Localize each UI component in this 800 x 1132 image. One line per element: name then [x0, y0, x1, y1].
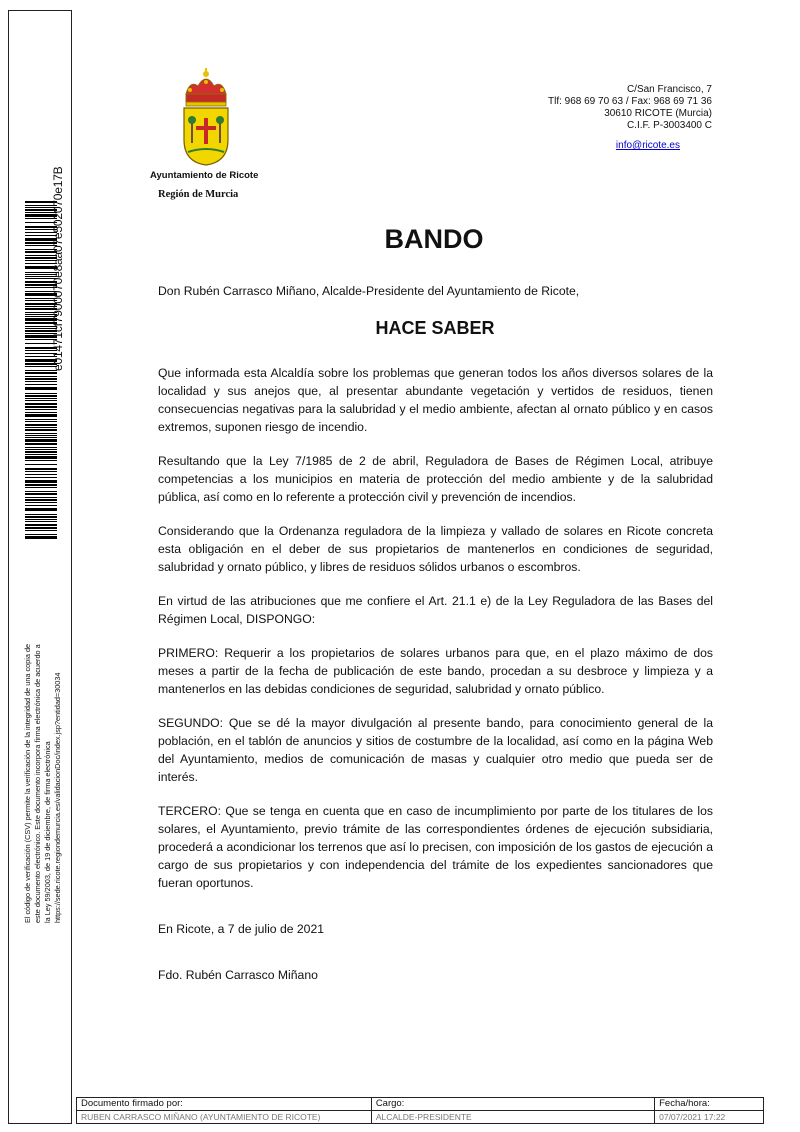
- barcode-bar: [25, 384, 57, 385]
- barcode-bar: [25, 403, 57, 405]
- region-name: Región de Murcia: [158, 189, 239, 200]
- contact-info: [520, 84, 712, 152]
- legal-line: El código de verificación (CSV) permite la verificación de la integridad de una copia de: [23, 643, 32, 923]
- barcode-bar: [25, 491, 57, 492]
- barcode-bar: [25, 395, 57, 397]
- signature-table: [76, 1097, 764, 1124]
- signature-table-row: [77, 1111, 764, 1124]
- barcode-bar: [25, 429, 57, 431]
- barcode-bar: [25, 516, 57, 518]
- barcode-bar: [25, 464, 57, 465]
- position-header: Cargo:: [371, 1098, 654, 1111]
- barcode-bar: [25, 527, 57, 529]
- paragraph: En virtud de las atribuciones que me confiere el Art. 21.1 e) de la Ley Reguladora de las Bases del Régimen Local, DISPONGO:: [158, 594, 713, 626]
- barcode-bar: [25, 519, 57, 520]
- legal-line: este documento electrónico. Este documento incorpora firma electrónica de acuerdo a: [33, 644, 42, 923]
- email-link[interactable]: info@ricote.es: [615, 140, 680, 151]
- barcode-bar: [25, 398, 57, 399]
- cif-line: C.I.F. P-3003400 C: [626, 120, 712, 131]
- signature-table-header: [77, 1098, 764, 1111]
- coat-of-arms-icon: [180, 68, 232, 166]
- barcode-bar: [25, 493, 57, 495]
- barcode-bar: [25, 454, 57, 455]
- barcode-bar: [25, 419, 57, 420]
- barcode-bar: [25, 376, 57, 377]
- barcode-bar: [25, 435, 57, 436]
- barcode-bar: [25, 378, 57, 380]
- csv-code: e01471cf7900070e8aa07e502070e17B: [51, 166, 65, 371]
- barcode-bar: [25, 487, 57, 488]
- barcode-bar: [25, 406, 57, 408]
- municipal-logo: [150, 68, 260, 200]
- document-body: [158, 364, 713, 1000]
- barcode-bar: [25, 474, 57, 475]
- barcode-bar: [25, 484, 57, 486]
- datetime-value: 07/07/2021 17:22: [655, 1111, 764, 1124]
- barcode-bar: [25, 468, 57, 470]
- barcode-bar: [25, 514, 57, 515]
- paragraph: Que informada esta Alcaldía sobre los problemas que generan todos los años diversos solares de la localidad y sus anejos que, al presentar abundante vegetación y vertidos de residuos, tienen consecuencias negativas para la salubridad y el medio ambiente, afectan al ornato público y en casos extremos, suponen riesgo de incendio.: [158, 366, 713, 434]
- barcode-bar: [25, 456, 57, 459]
- barcode-bar: [25, 400, 57, 401]
- barcode-bar: [25, 443, 57, 445]
- barcode-bar: [25, 433, 57, 434]
- barcode-bar: [25, 381, 57, 382]
- barcode-bar: [25, 393, 57, 394]
- barcode-bar: [25, 530, 57, 531]
- position-value: ALCALDE-PRESIDENTE: [371, 1111, 654, 1124]
- barcode-bar: [25, 437, 57, 438]
- barcode-bar: [25, 427, 57, 428]
- paragraph: SEGUNDO: Que se dé la mayor divulgación al presente bando, para conocimiento general de la población, en el tablón de anuncios y sitios de costumbre de la localidad, así como en la página Web del Ayuntamiento, medios de comunicación de masas y cualquier otro medio que pueda ser de interés.: [158, 716, 713, 784]
- barcode-bar: [25, 499, 57, 501]
- barcode-bar: [25, 508, 57, 511]
- document-subtitle: HACE SABER: [375, 318, 495, 338]
- barcode-bar: [25, 471, 57, 472]
- barcode-bar: [25, 502, 57, 503]
- legal-url[interactable]: https://sede.ricote.regiondemurcia.es/validacionDoc/index.jsp?entidad=30034: [53, 672, 62, 923]
- barcode-bar: [25, 480, 57, 483]
- datetime-header: Fecha/hora:: [655, 1098, 764, 1111]
- verification-sidebar: [8, 10, 72, 1124]
- paragraph: Resultando que la Ley 7/1985 de 2 de abril, Reguladora de Bases de Régimen Local, atribuye competencias a los municipios en materia de protección del medio ambiente y de la salubridad pública, así como en lo referente a protección civil y prevención de incendios.: [158, 454, 713, 504]
- place-date: En Ricote, a 7 de julio de 2021: [158, 922, 325, 936]
- intro-line: Don Rubén Carrasco Miñano, Alcalde-Presidente del Ayuntamiento de Ricote,: [158, 284, 580, 298]
- paragraph: TERCERO: Que se tenga en cuenta que en caso de incumplimiento por parte de los titulares de los solares, el Ayuntamiento, previo trámite de las correspondientes órdenes de ejecución subsidiaria, procederá a acondicionar los terrenos que así lo precisen, con imposición de los gastos de ejecución a cargo de sus propietarios y con independencia del trámite de los expedientes sancionadores que fueran oportunos.: [158, 804, 713, 890]
- barcode-bar: [25, 449, 57, 450]
- barcode-bar: [25, 534, 57, 535]
- barcode-bar: [25, 439, 57, 442]
- signed-by-header: Documento firmado por:: [77, 1098, 372, 1111]
- paragraph: PRIMERO: Requerir a los propietarios de solares urbanos para que, en el plazo máximo de dos meses a partir de la fecha de publicación de este bando, procedan a su desbroce y limpieza y a mantenerlos en las debidas condiciones de seguridad, salubridad y ornato público.: [158, 646, 713, 696]
- org-name: Ayuntamiento de Ricote: [150, 170, 259, 181]
- barcode-bar: [25, 451, 57, 453]
- barcode-bar: [25, 387, 57, 390]
- barcode-bar: [25, 497, 57, 498]
- barcode-bar: [25, 524, 57, 526]
- address-line: C/San Francisco, 7: [626, 84, 712, 95]
- barcode-bar: [25, 424, 57, 426]
- city-line: 30610 RICOTE (Murcia): [604, 108, 712, 119]
- paragraph: Considerando que la Ordenanza reguladora de la limpieza y vallado de solares en Ricote concreta esta obligación en el deber de sus propietarios de mantenerlos en condiciones de seguridad, salubridad y ornato público, y libres de residuos sólidos urbanos o escombros.: [158, 524, 713, 574]
- barcode-bar: [25, 409, 57, 410]
- signature-line: Fdo. Rubén Carrasco Miñano: [158, 968, 318, 982]
- legal-line: la Ley 59/2003, de 19 de diciembre, de firma electrónica: [43, 741, 52, 923]
- barcode-bar: [25, 505, 57, 506]
- barcode-bar: [25, 536, 57, 539]
- document-title: BANDO: [384, 224, 484, 254]
- barcode-bar: [25, 447, 57, 448]
- barcode-bar: [25, 414, 57, 417]
- phone-line: Tlf: 968 69 70 63 / Fax: 968 69 71 36: [547, 96, 712, 107]
- signed-by-value: RUBEN CARRASCO MIÑANO (AYUNTAMIENTO DE RICOTE): [77, 1111, 372, 1124]
- barcode-bar: [25, 372, 57, 374]
- barcode-bar: [25, 477, 57, 478]
- legal-notice: [23, 593, 63, 923]
- barcode-bar: [25, 412, 57, 413]
- barcode-bar: [25, 521, 57, 522]
- barcode-bar: [25, 421, 57, 422]
- barcode-bar: [25, 460, 57, 461]
